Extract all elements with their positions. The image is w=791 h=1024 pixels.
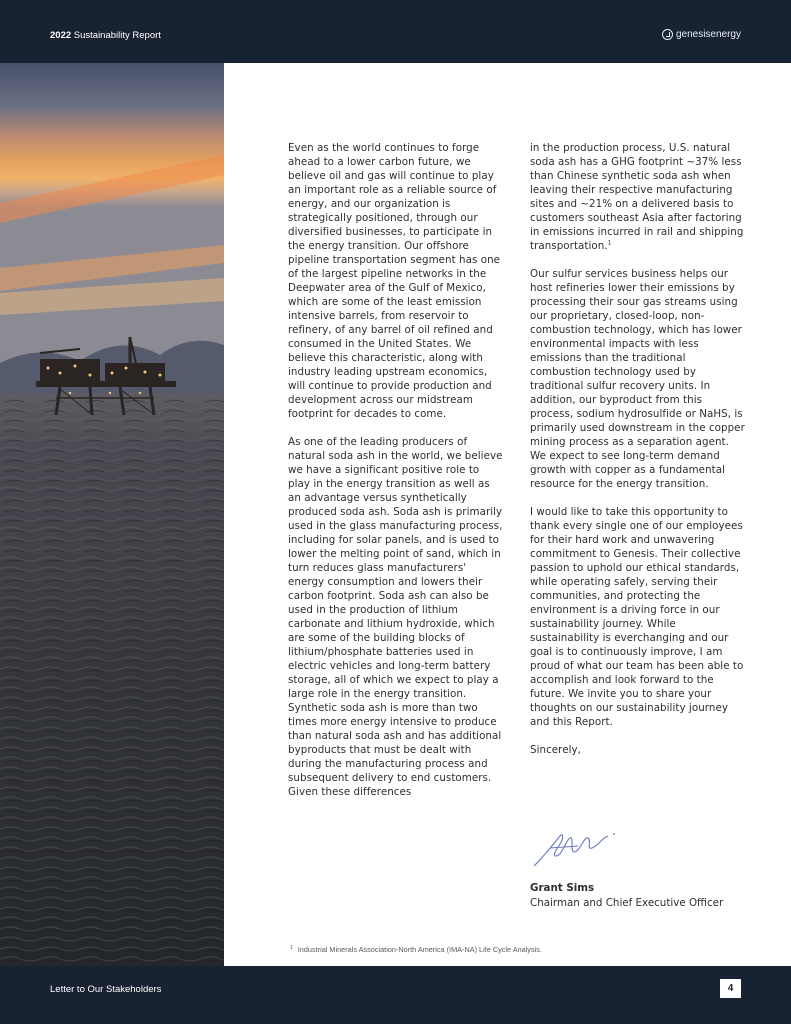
signer-title: Chairman and Chief Executive Officer <box>530 897 724 909</box>
genesis-logo-icon <box>662 29 673 40</box>
report-year: 2022 <box>50 30 72 41</box>
footer-bar <box>0 966 791 1024</box>
header-bar <box>0 0 791 63</box>
report-title-text: Sustainability Report <box>73 30 161 41</box>
paragraph-thanks: I would like to take this opportunity to thank every single one of our employees for their hard work and unwavering commitment to Genesis. Their collective passion to uphold our ethical standards, while operating safely, serving their communities, and protecting the environment is a driving force in our sustainability journey. While sustainability is everchanging and our goal is to continuously improve, I am proud of what our team has been able to accomplish and look forward to the future. We invite you to share your thoughts on our sustainability journey and this Report. <box>530 506 744 728</box>
letter-column-right <box>530 141 748 771</box>
letter-column-left <box>288 141 504 799</box>
footnote-text: Industrial Minerals Association-North America (IMA-NA) Life Cycle Analysis. <box>297 945 542 954</box>
footnote-number: 1 <box>290 944 293 951</box>
section-name[interactable]: Letter to Our Stakeholders <box>50 984 162 995</box>
page-number: 4 <box>720 979 741 998</box>
offshore-platform-photo <box>0 63 224 966</box>
paragraph-ghg-footprint <box>530 141 748 253</box>
paragraph-oil-gas: Even as the world continues to forge ahead to a lower carbon future, we believe oil and gas will continue to play an important role as a reliable source of energy, and our organization is strategically positioned, through our diversified businesses, to participate in the energy transition. Our offshore pipeline transportation segment has one of the largest pipeline networks in the Deepwater area of the Gulf of Mexico, which are some of the least emission intensive barrels, from reservoir to refinery, of any barrel of oil refined and consumed in the United States. We believe this characteristic, along with industry leading upstream economics, will continue to provide production and development across our midstream footprint for decades to come. <box>288 142 501 420</box>
company-logo[interactable] <box>662 29 741 40</box>
report-title <box>50 30 161 41</box>
footnote <box>290 945 542 954</box>
signer-name: Grant Sims <box>530 882 595 894</box>
ghg-text: in the production process, U.S. natural soda ash has a GHG footprint ~37% less than Chinese synthetic soda ash when leaving their respective manufacturing sites and ~21% on a delivered basis to customers southeast Asia after factoring in emissions incurred in rail and shipping transportation. <box>530 142 744 252</box>
paragraph-sulfur-services: Our sulfur services business helps our host refineries lower their emissions by processing their sour gas streams using our proprietary, closed-loop, non-combustion technology, which has lower environmental impacts with less emissions than the traditional combustion technology used by traditional sulfur recovery units. In addition, our byproduct from this process, sodium hydrosulfide or NaHS, is primarily used downstream in the copper mining process as a separation agent. We expect to see long-term demand growth with copper as a fundamental resource for the energy transition. <box>530 268 745 490</box>
logo-text: genesisenergy <box>675 29 741 40</box>
paragraph-soda-ash: As one of the leading producers of natural soda ash in the world, we believe we have a significant positive role to play in the energy transition as well as an advantage versus synthetically produced soda ash. Soda ash is primarily used in the glass manufacturing process, including for solar panels, and is used to lower the melting point of sand, which in turn reduces glass manufacturers' energy consumption and lowers their carbon footprint. Soda ash can also be used in the production of lithium carbonate and lithium hydroxide, which are some of the building blocks of lithium/phosphate batteries used in electric vehicles and long-term battery storage, all of which we expect to play a large role in the energy transition. Synthetic soda ash is more than two times more energy intensive to produce than natural soda ash and has additional byproducts that must be dealt with during the manufacturing process and subsequent delivery to end customers. Given these differences <box>288 436 503 798</box>
closing: Sincerely, <box>530 744 581 756</box>
footnote-ref[interactable]: 1 <box>607 239 612 247</box>
signature <box>530 826 622 872</box>
